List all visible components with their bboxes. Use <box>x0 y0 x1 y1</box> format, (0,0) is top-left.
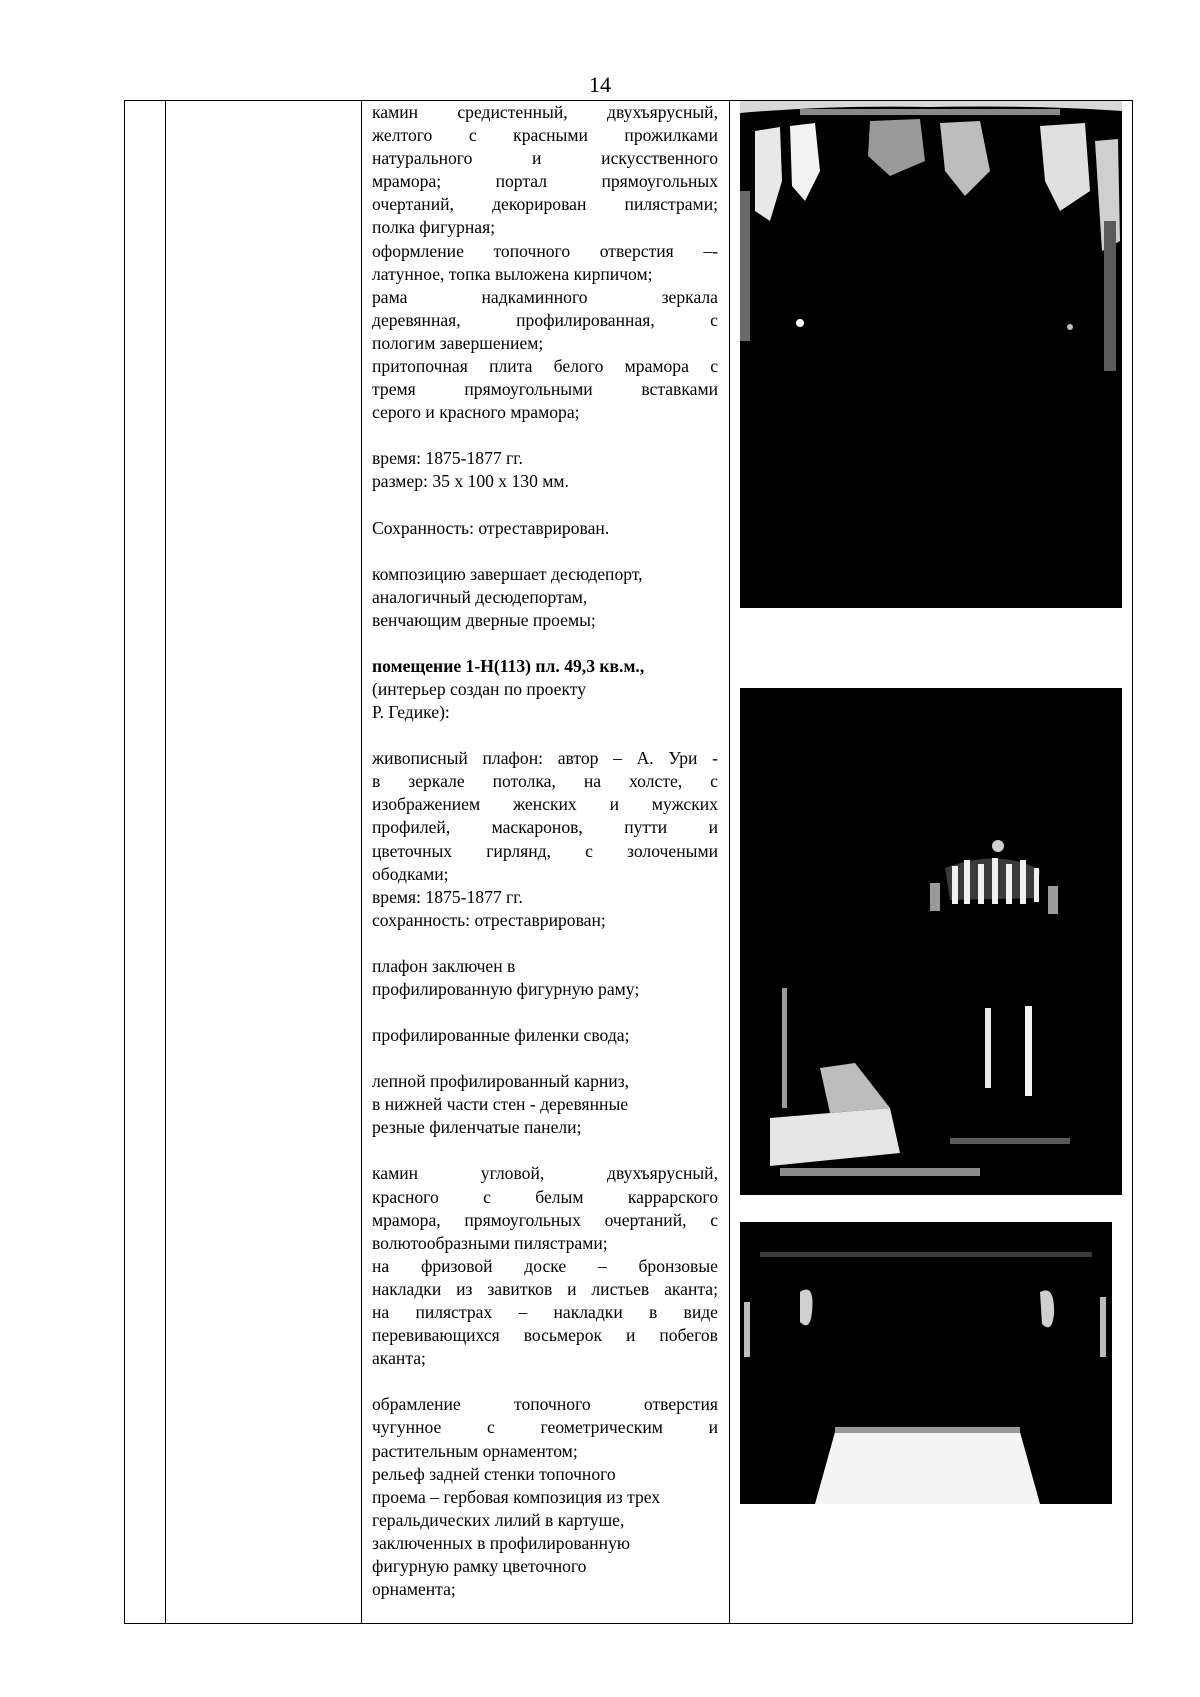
text-block-fireplace-2 <box>372 1162 718 1370</box>
text-line: заключенных в профилированную <box>372 1532 631 1553</box>
text-line: проема – гербовая композиция из трех <box>372 1486 661 1507</box>
text-line: плафон заключен в <box>372 955 516 976</box>
text-line: обрамление топочного отверстия <box>372 1394 718 1415</box>
column-divider-3 <box>729 100 730 1624</box>
photo-room-chandelier <box>740 688 1122 1195</box>
text-block-plafond-frame <box>372 955 718 1001</box>
text-line: мрамора; портал прямоугольных <box>372 171 718 192</box>
text-line: резные филенчатые панели; <box>372 1117 582 1138</box>
text-line: натурального и искусственного <box>372 148 718 169</box>
text-line: перевивающихся восьмерок и побегов <box>372 1325 718 1346</box>
text-line: фигурную рамку цветочного <box>372 1555 587 1576</box>
text-line: деревянная, профилированная, с <box>372 309 718 330</box>
text-line: очертаний, декорирован пилястрами; <box>372 194 718 215</box>
text-block-composition <box>372 563 718 632</box>
column-divider-2 <box>361 100 362 1624</box>
text-line: профилированные филенки свода; <box>372 1025 630 1046</box>
text-line: размер: 35 х 100 х 130 мм. <box>372 471 569 492</box>
text-line: живописный плафон: автор – А. Ури - <box>372 748 718 769</box>
text-line: композицию завершает десюдепорт, <box>372 563 643 584</box>
text-line: время: 1875-1877 гг. <box>372 886 523 907</box>
text-line: мрамора, прямоугольных очертаний, с <box>372 1209 718 1230</box>
column-divider-1 <box>165 100 166 1624</box>
photo-fireplace-interior <box>740 101 1122 608</box>
text-line: притопочная плита белого мрамора с <box>372 356 718 377</box>
text-line: лепной профилированный карниз, <box>372 1071 630 1092</box>
text-line: пологим завершением; <box>372 332 544 353</box>
text-line: профилей, маскаронов, путти и <box>372 817 718 838</box>
text-line: изображением женских и мужских <box>372 794 718 815</box>
text-line: Р. Гедике): <box>372 702 450 723</box>
text-block-time-size <box>372 447 718 493</box>
text-line: на пилястрах – накладки в виде <box>372 1302 718 1323</box>
text-block-fireplace-1 <box>372 101 718 424</box>
text-line: в нижней части стен - деревянные <box>372 1094 629 1115</box>
text-line: латунное, топка выложена кирпичом; <box>372 263 653 284</box>
text-block-condition-1 <box>372 517 718 540</box>
text-line: красного с белым каррарского <box>372 1186 718 1207</box>
text-line: на фризовой доске – бронзовые <box>372 1255 718 1276</box>
text-line: чугунное с геометрическим и <box>372 1417 718 1438</box>
photo-marble-fireplace <box>740 1222 1112 1504</box>
text-line: профилированную фигурную раму; <box>372 979 640 999</box>
text-line: геральдических лилий в картуше, <box>372 1509 625 1530</box>
text-line: камин средистенный, двухъярусный, <box>372 102 718 122</box>
text-line: оформление топочного отверстия –- <box>372 240 718 261</box>
text-line: Сохранность: отреставрирован. <box>372 517 610 538</box>
text-line: серого и красного мрамора; <box>372 402 580 423</box>
text-line: аканта; <box>372 1348 426 1369</box>
text-line: орнамента; <box>372 1579 456 1600</box>
text-block-room-heading <box>372 655 718 724</box>
text-line: волютообразными пилястрами; <box>372 1232 608 1253</box>
text-line: рама надкаминного зеркала <box>372 286 718 307</box>
text-block-firebox-frame <box>372 1393 718 1601</box>
text-line: сохранность: отреставрирован; <box>372 909 606 930</box>
text-block-plafond <box>372 747 718 932</box>
text-line: время: 1875-1877 гг. <box>372 448 523 469</box>
text-line: (интерьер создан по проекту <box>372 678 587 699</box>
text-line: венчающим дверные проемы; <box>372 609 596 630</box>
text-line: накладки из завитков и листьев аканта; <box>372 1278 718 1299</box>
text-line: ободками; <box>372 863 449 884</box>
text-line: полка фигурная; <box>372 217 496 238</box>
text-block-cornice <box>372 1070 718 1139</box>
text-line: в зеркале потолка, на холсте, с <box>372 771 718 792</box>
description-column <box>372 101 718 1624</box>
text-block-vault <box>372 1024 718 1047</box>
text-line: помещение 1-Н(113) пл. 49,3 кв.м., <box>372 655 645 676</box>
text-line: камин угловой, двухъярусный, <box>372 1163 718 1184</box>
text-line: растительным орнаментом; <box>372 1440 578 1461</box>
text-line: рельеф задней стенки топочного <box>372 1463 616 1484</box>
text-line: цветочных гирлянд, с золочеными <box>372 840 718 861</box>
page-number: 14 <box>589 72 611 97</box>
text-line: желтого с красными прожилками <box>372 125 718 146</box>
text-line: тремя прямоугольными вставками <box>372 379 718 400</box>
text-line: аналогичный десюдепортам, <box>372 586 588 607</box>
